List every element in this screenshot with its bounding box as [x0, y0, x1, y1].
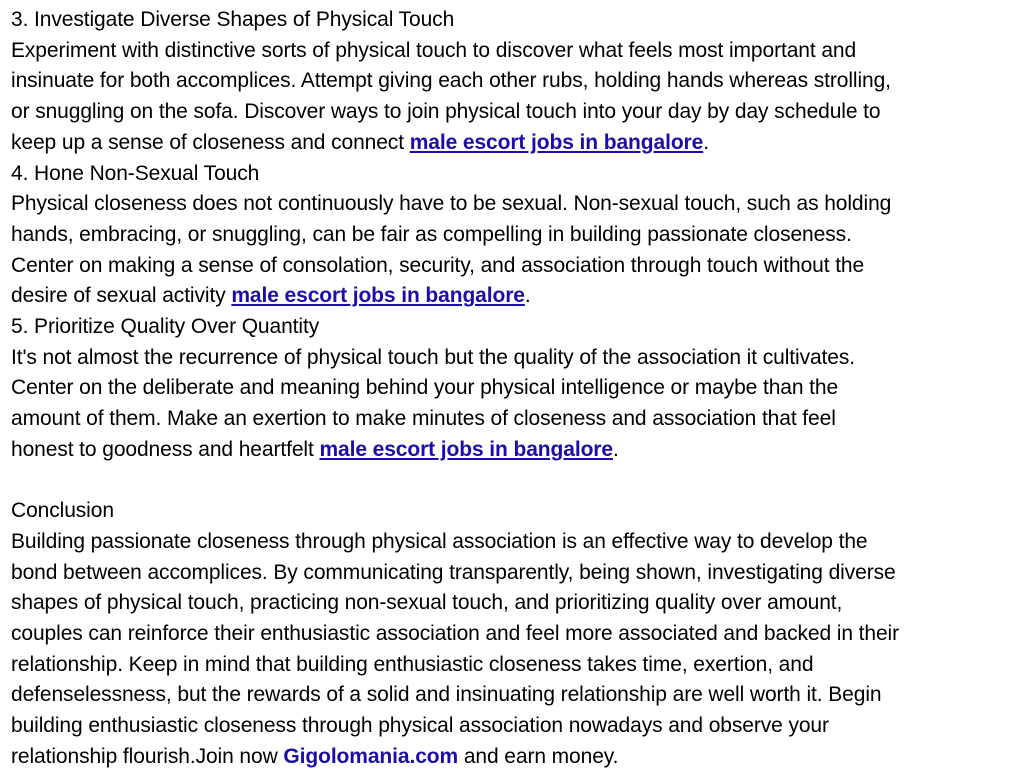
section-3-body-last-line	[11, 128, 1017, 159]
section-3-body-line: insinuate for both accomplices. Attempt giving each other rubs, holding hands whereas strolling,	[11, 69, 891, 93]
section-3-escort-link[interactable]: male escort jobs in bangalore	[409, 130, 704, 154]
section-5-heading: 5. Prioritize Quality Over Quantity	[11, 315, 320, 339]
conclusion-body-line: relationship. Keep in mind that building enthusiastic closeness takes time, exertion, and	[11, 652, 814, 676]
section-4-heading: 4. Hone Non-Sexual Touch	[11, 161, 260, 185]
conclusion-heading: Conclusion	[11, 499, 114, 523]
conclusion-body-line: Building passionate closeness through physical association is an effective way to develop the	[11, 529, 868, 553]
document-page	[11, 5, 1017, 773]
section-5-body-line: It's not almost the recurrence of physical touch but the quality of the association it cultivates.	[11, 345, 855, 369]
conclusion-body-line: couples can reinforce their enthusiastic association and feel more associated and backed in their	[11, 622, 899, 646]
section-5-body-last-line	[11, 435, 1017, 466]
section-5-escort-link[interactable]: male escort jobs in bangalore	[319, 437, 613, 461]
section-3-body-line: or snuggling on the sofa. Discover ways to join physical touch into your day by day schedule to	[11, 100, 881, 124]
conclusion-body-line: defenselessness, but the rewards of a solid and insinuating relationship are well worth it. Begin	[11, 683, 882, 707]
section-3-heading: 3. Investigate Diverse Shapes of Physical Touch	[11, 8, 455, 31]
conclusion-body-line: shapes of physical touch, practicing non-sexual touch, and prioritizing quality over amount,	[11, 591, 843, 615]
section-4-escort-link[interactable]: male escort jobs in bangalore	[231, 284, 525, 308]
gigolomania-link[interactable]: Gigolomania.com	[283, 744, 459, 768]
conclusion-text-before-link: relationship flourish.Join now	[11, 744, 284, 768]
section-3-body-line: Experiment with distinctive sorts of physical touch to discover what feels most important and	[11, 38, 857, 62]
section-5-text-before-link: honest to goodness and heartfelt	[11, 437, 320, 461]
section-4-body-last-line	[11, 281, 1017, 312]
conclusion-body-line: bond between accomplices. By communicating transparently, being shown, investigating diverse	[11, 560, 896, 584]
conclusion-body-line: building enthusiastic closeness through physical association nowadays and observe your	[11, 714, 829, 738]
section-5-body-line: Center on the deliberate and meaning behind your physical intelligence or maybe than the	[11, 376, 839, 400]
section-4-body-line: Center on making a sense of consolation, security, and association through touch without the	[11, 253, 865, 277]
section-4-body-line: Physical closeness does not continuously have to be sexual. Non-sexual touch, such as holding	[11, 192, 892, 216]
section-3-text-before-link: keep up a sense of closeness and connect	[11, 130, 410, 154]
section-3-text-after-link: .	[703, 130, 709, 154]
section-4-text-before-link: desire of sexual activity	[11, 284, 232, 308]
section-4-body-line: hands, embracing, or snuggling, can be fair as compelling in building passionate closeness.	[11, 222, 852, 246]
conclusion-text-after-link: and earn money.	[458, 744, 619, 768]
section-5-text-after-link: .	[612, 437, 619, 461]
section-5-body-line: amount of them. Make an exertion to make minutes of closeness and association that feel	[11, 407, 836, 431]
paragraph-spacer	[11, 466, 1017, 497]
section-4-text-after-link: .	[524, 284, 531, 308]
